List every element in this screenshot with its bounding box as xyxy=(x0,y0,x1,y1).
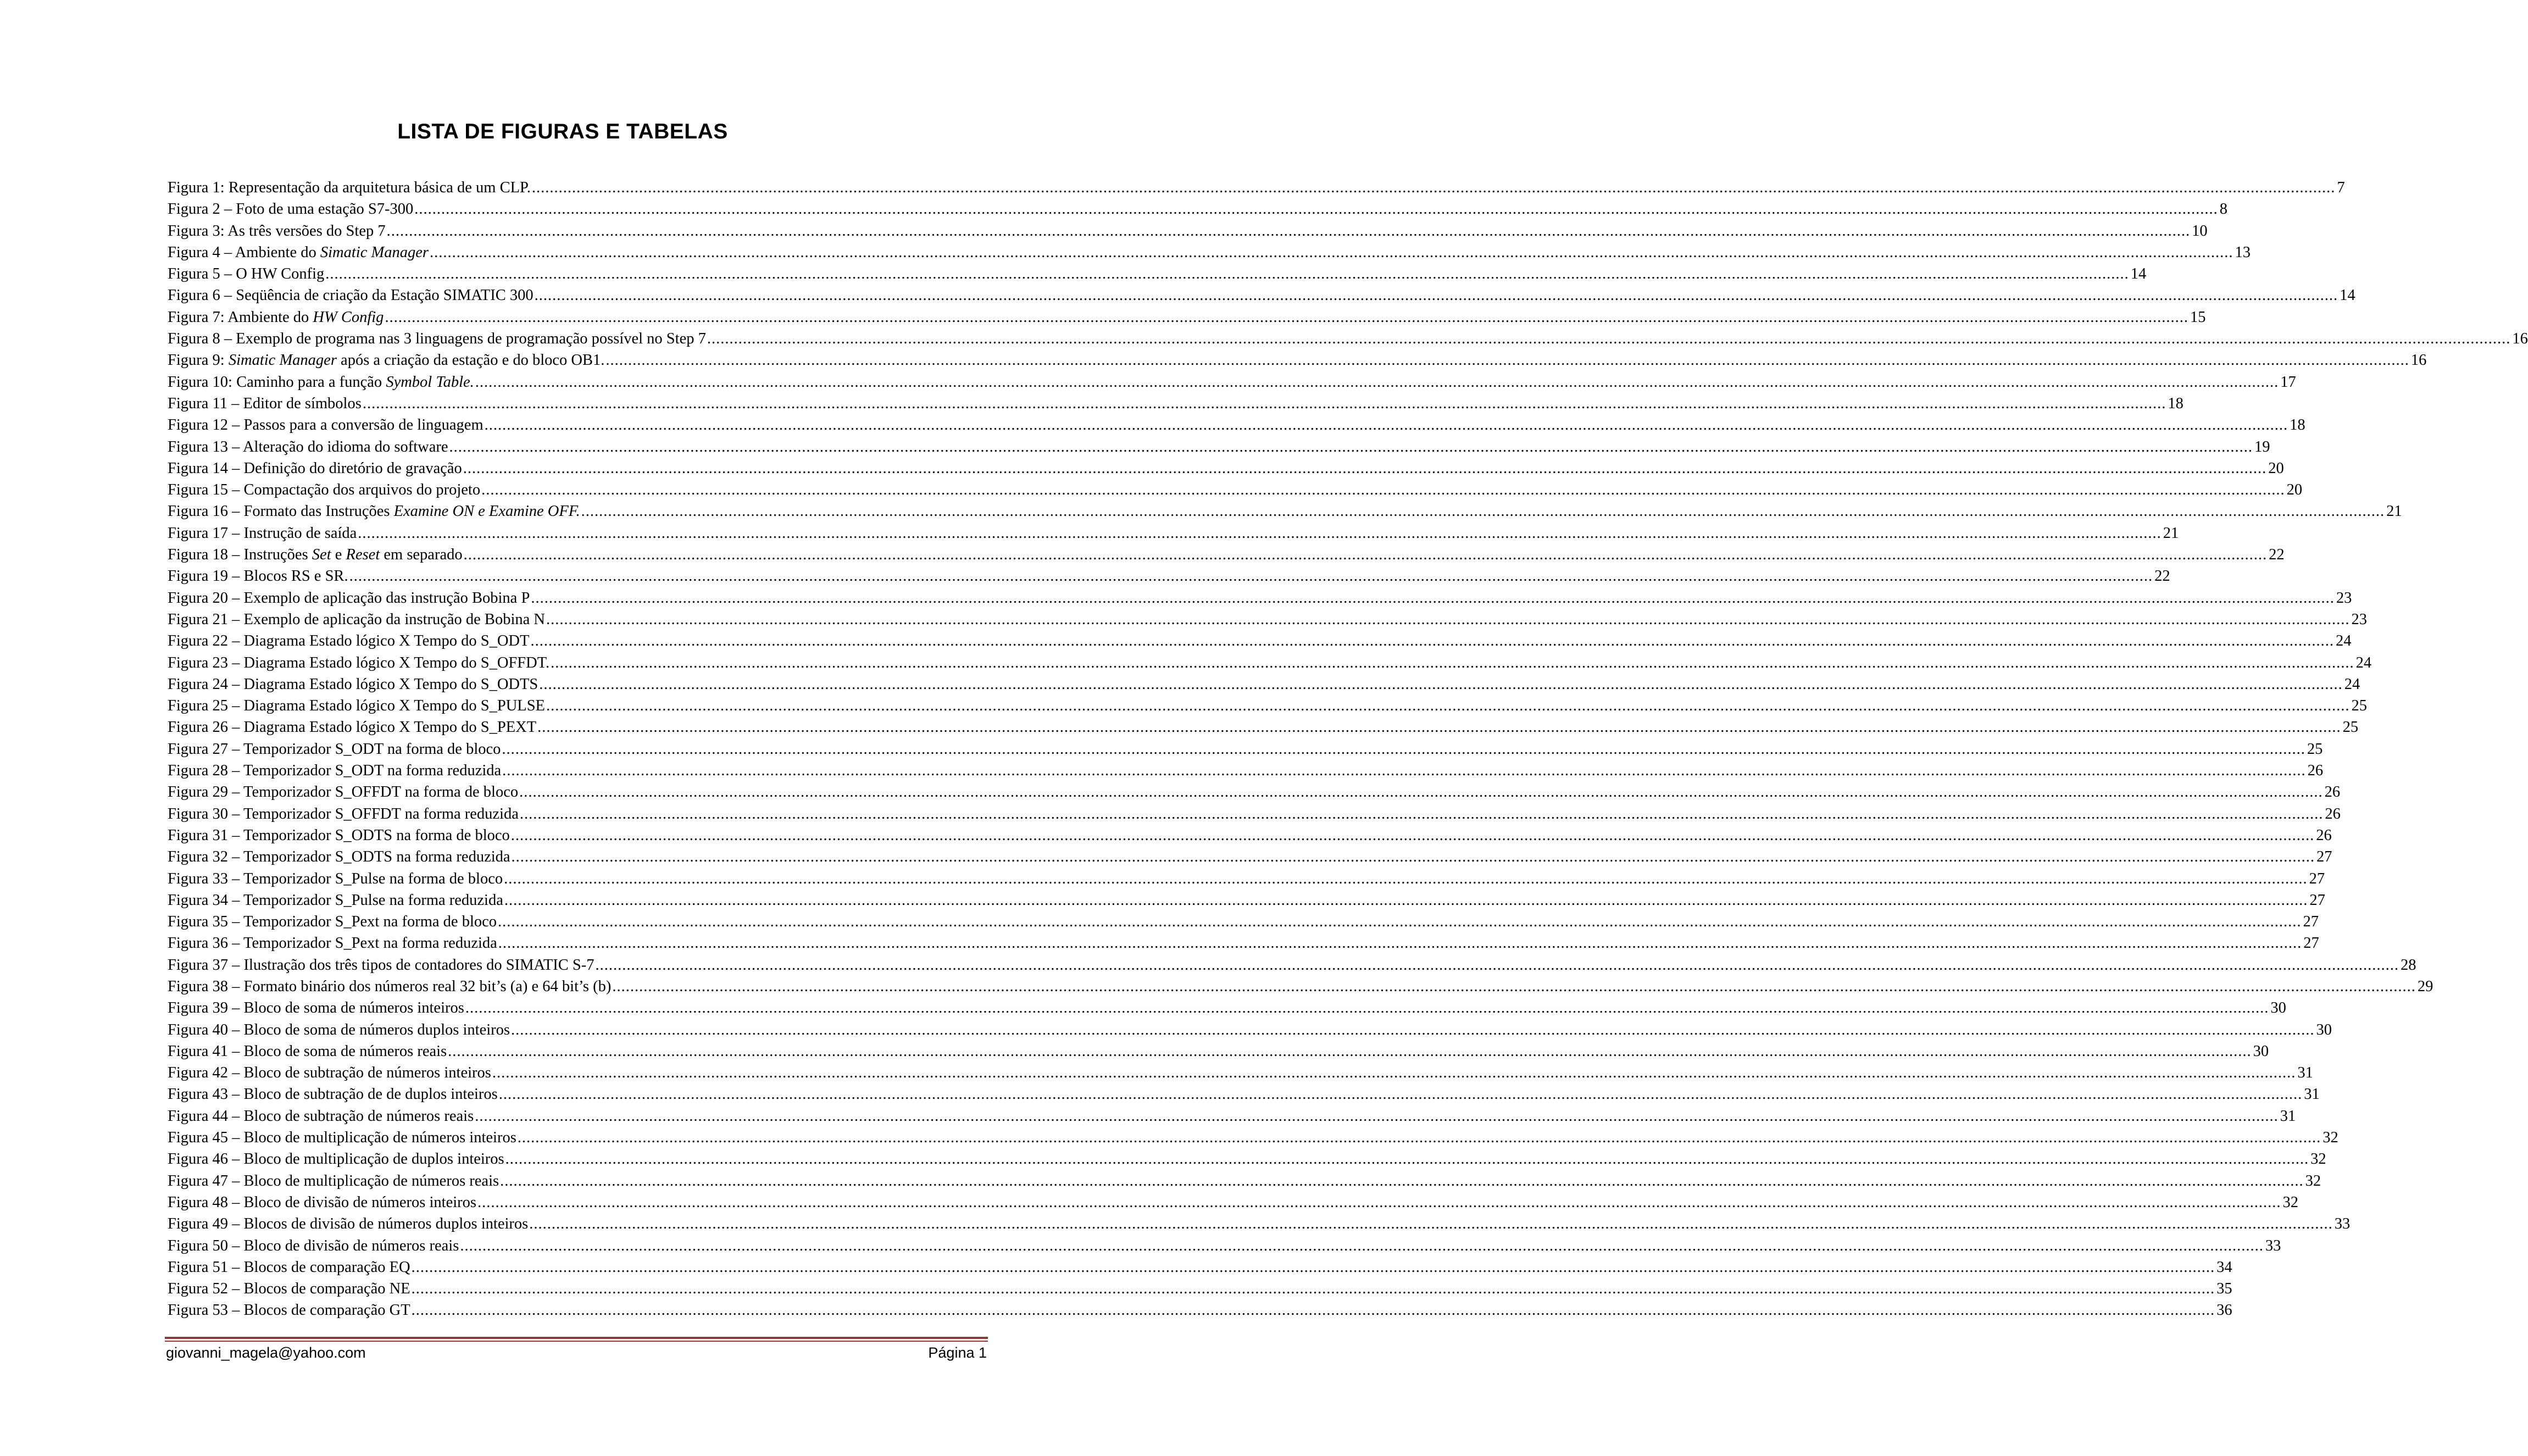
toc-entry-title xyxy=(168,523,357,544)
toc-entry[interactable] xyxy=(168,263,2147,285)
toc-entry-title-italic: Symbol Table. xyxy=(386,373,474,391)
toc-entry-title-italic: Examine ON e Examine OFF. xyxy=(393,503,580,520)
toc-entry-page-number: 33 xyxy=(2265,1237,2281,1254)
toc-entry-title-part: Figura 25 – Diagrama Estado lógico X Tempo do S_PULSE xyxy=(168,697,545,715)
toc-entry-title xyxy=(168,1062,491,1083)
page-title: LISTA DE FIGURAS E TABELAS xyxy=(397,120,728,143)
toc-entry-title xyxy=(168,630,529,652)
toc-entry-title-part: Figura 21 – Exemplo de aplicação da instrução de Bobina N xyxy=(168,610,545,628)
toc-entry-page-number: 18 xyxy=(2290,416,2305,434)
toc-entry-title xyxy=(168,1278,410,1299)
toc-entry-title-part: Figura 48 – Bloco de divisão de números inteiros xyxy=(168,1193,476,1211)
toc-dot-leader xyxy=(504,890,2308,911)
toc-dot-leader xyxy=(511,825,2315,846)
toc-dot-leader xyxy=(477,1192,2281,1213)
toc-entry-page-number: 26 xyxy=(2307,762,2324,780)
toc-entry-page-number: 14 xyxy=(2130,265,2147,283)
toc-entry-page-number: 28 xyxy=(2401,956,2416,974)
toc-entry-title xyxy=(168,846,510,868)
toc-entry-page-number: 34 xyxy=(2216,1258,2232,1276)
toc-dot-leader xyxy=(481,479,2285,501)
toc-entry-page-number: 18 xyxy=(2168,394,2183,412)
toc-entry[interactable] xyxy=(168,1083,2320,1105)
toc-entry-title-part: Figura 19 – Blocos RS e SR. xyxy=(168,568,348,585)
toc-entry-title-part: Figura 41 – Bloco de soma de números reais xyxy=(168,1042,447,1060)
toc-entry-title-part: Figura 9: xyxy=(168,352,229,369)
toc-entry[interactable] xyxy=(168,1148,2326,1170)
toc-entry-title-part: Figura 29 – Temporizador S_OFFDT na forma de bloco xyxy=(168,783,519,801)
toc-entry-title-part: Figura 39 – Bloco de soma de números inteiros xyxy=(168,999,464,1017)
toc-entry-title-part: Figura 50 – Bloco de divisão de números reais xyxy=(168,1237,459,1254)
toc-dot-leader xyxy=(463,458,2267,479)
toc-entry-title-part: Figura 53 – Blocos de comparação GT xyxy=(168,1302,410,1319)
toc-entry[interactable] xyxy=(168,803,2341,825)
toc-entry-title xyxy=(168,997,464,1019)
toc-entry-title xyxy=(168,1105,474,1127)
toc-dot-leader xyxy=(532,177,2336,198)
toc-entry-title-part: Figura 32 – Temporizador S_ODTS na forma reduzida xyxy=(168,848,510,866)
toc-entry-title xyxy=(168,738,501,760)
toc-entry-title-part: Figura 1: Representação da arquitetura básica de um CLP. xyxy=(168,179,531,196)
footer-divider xyxy=(165,1337,988,1339)
toc-entry-page-number: 29 xyxy=(2417,977,2433,995)
toc-entry[interactable] xyxy=(168,1235,2281,1257)
toc-entry-title-part: Figura 13 – Alteração do idioma do software xyxy=(168,438,448,455)
toc-entry[interactable] xyxy=(168,1019,2332,1041)
toc-entry[interactable] xyxy=(168,349,2427,371)
toc-dot-leader xyxy=(430,242,2233,263)
toc-entry-title-part: Figura 27 – Temporizador S_ODT na forma de bloco xyxy=(168,740,501,758)
toc-entry-title-part: Figura 4 – Ambiente do xyxy=(168,243,320,261)
toc-entry-title-part: Figura 22 – Diagrama Estado lógico X Tempo do S_ODT xyxy=(168,632,530,650)
toc-entry-page-number: 26 xyxy=(2325,805,2341,823)
toc-dot-leader xyxy=(349,565,2153,587)
toc-entry-title-part: Figura 42 – Bloco de subtração de números inteiros xyxy=(168,1064,491,1082)
toc-entry[interactable] xyxy=(168,1062,2313,1083)
toc-entry-title xyxy=(168,1019,510,1041)
toc-entry-title xyxy=(168,1213,528,1235)
toc-dot-leader xyxy=(535,285,2338,306)
toc-dot-leader xyxy=(519,781,2323,803)
toc-entry-title-part: Figura 18 – Instruções xyxy=(168,546,312,564)
toc-entry-title xyxy=(168,781,518,803)
toc-entry[interactable] xyxy=(168,1041,2269,1062)
toc-entry[interactable] xyxy=(168,630,2352,652)
toc-dot-leader xyxy=(412,1278,2215,1299)
toc-dot-leader xyxy=(498,932,2302,954)
toc-entry-page-number: 16 xyxy=(2512,330,2528,348)
toc-entry-title-part: Figura 7: Ambiente do xyxy=(168,308,313,326)
toc-entry-page-number: 33 xyxy=(2334,1215,2351,1233)
toc-dot-leader xyxy=(505,1148,2309,1170)
toc-entry-page-number: 32 xyxy=(2310,1151,2326,1168)
toc-entry-page-number: 30 xyxy=(2316,1021,2332,1038)
toc-entry[interactable] xyxy=(168,565,2170,587)
footer-page-number: Página 1 xyxy=(928,1344,987,1361)
toc-dot-leader xyxy=(581,501,2385,522)
toc-entry-page-number: 21 xyxy=(2386,503,2402,520)
toc-entry[interactable] xyxy=(168,760,2324,781)
toc-entry-page-number: 24 xyxy=(2344,675,2360,693)
toc-dot-leader xyxy=(325,263,2129,285)
toc-entry[interactable] xyxy=(168,220,2208,242)
toc-entry-title xyxy=(168,479,480,501)
toc-entry-title xyxy=(168,1127,516,1148)
toc-entry-page-number: 27 xyxy=(2316,848,2332,866)
toc-entry-page-number: 31 xyxy=(2297,1064,2313,1082)
toc-entry-page-number: 27 xyxy=(2303,913,2319,931)
toc-entry[interactable] xyxy=(168,198,2227,220)
toc-entry-title-part: Figura 47 – Bloco de multiplicação de números reais xyxy=(168,1172,499,1190)
toc-entry[interactable] xyxy=(168,954,2416,976)
toc-entry[interactable] xyxy=(168,458,2284,479)
toc-entry-page-number: 35 xyxy=(2216,1280,2232,1298)
toc-dot-leader xyxy=(412,1257,2215,1278)
toc-dot-leader xyxy=(530,630,2334,652)
toc-entry[interactable] xyxy=(168,652,2372,674)
toc-entry-title-part: Figura 28 – Temporizador S_ODT na forma reduzida xyxy=(168,762,502,780)
toc-entry[interactable] xyxy=(168,1127,2338,1148)
toc-entry-title-part: Figura 6 – Seqüência de criação da Estação SIMATIC 300 xyxy=(168,287,534,304)
toc-entry-title xyxy=(168,1148,504,1170)
toc-entry-page-number: 22 xyxy=(2269,546,2285,564)
toc-entry[interactable] xyxy=(168,738,2323,760)
toc-entry-title xyxy=(168,825,510,846)
toc-dot-leader xyxy=(520,803,2324,825)
toc-entry-title-part: Figura 31 – Temporizador S_ODTS na forma de bloco xyxy=(168,826,510,844)
toc-entry-title-part: Figura 51 – Blocos de comparação EQ xyxy=(168,1258,410,1276)
toc-entry-title xyxy=(168,932,497,954)
toc-entry-page-number: 36 xyxy=(2216,1302,2232,1319)
toc-dot-leader xyxy=(358,523,2162,544)
toc-entry-page-number: 10 xyxy=(2192,222,2208,240)
toc-entry-title-part: e xyxy=(331,546,346,564)
toc-entry-page-number: 26 xyxy=(2324,783,2341,801)
toc-entry-page-number: 23 xyxy=(2351,610,2367,628)
toc-entry-page-number: 24 xyxy=(2355,654,2372,671)
toc-dot-leader xyxy=(546,695,2350,716)
toc-entry-title-part: Figura 20 – Exemplo de aplicação das instrução Bobina P xyxy=(168,589,530,607)
toc-entry-title-part: Figura 35 – Temporizador S_Pext na forma de bloco xyxy=(168,913,497,931)
toc-entry[interactable] xyxy=(168,695,2367,716)
toc-entry[interactable] xyxy=(168,1278,2232,1299)
toc-entry-title xyxy=(168,716,536,738)
toc-dot-leader xyxy=(412,1299,2215,1321)
toc-entry[interactable] xyxy=(168,307,2206,328)
toc-entry-title xyxy=(168,414,484,436)
toc-entry[interactable] xyxy=(168,1299,2232,1321)
toc-entry[interactable] xyxy=(168,868,2325,890)
toc-entry-title-italic: Simatic Manager xyxy=(320,243,429,261)
toc-dot-leader xyxy=(449,436,2253,458)
toc-entry[interactable] xyxy=(168,587,2352,609)
toc-entry-page-number: 32 xyxy=(2323,1129,2338,1147)
toc-entry-title xyxy=(168,285,534,306)
toc-entry-title xyxy=(168,890,503,911)
toc-entry-title xyxy=(168,544,463,565)
toc-entry-title xyxy=(168,1170,499,1192)
toc-entry-title-italic: Reset xyxy=(346,546,380,564)
toc-entry-title xyxy=(168,242,429,263)
toc-entry[interactable] xyxy=(168,285,2355,306)
toc-dot-leader xyxy=(531,587,2335,609)
toc-entry-title-part: Figura 12 – Passos para a conversão de linguagem xyxy=(168,416,484,434)
toc-entry-title-italic: Set xyxy=(312,546,331,564)
toc-entry-page-number: 20 xyxy=(2286,481,2303,499)
toc-entry-page-number: 30 xyxy=(2270,999,2286,1017)
toc-dot-leader xyxy=(605,349,2409,371)
toc-dot-leader xyxy=(707,328,2511,349)
toc-dot-leader xyxy=(596,954,2399,976)
toc-entry-title xyxy=(168,198,413,220)
toc-dot-leader xyxy=(498,911,2302,932)
toc-entry-title-part: Figura 33 – Temporizador S_Pulse na forma de bloco xyxy=(168,870,503,887)
toc-entry-title-part: Figura 23 – Diagrama Estado lógico X Tempo do S_OFFDT. xyxy=(168,654,550,671)
toc-entry-title-part: Figura 24 – Diagrama Estado lógico X Tempo do S_ODTS xyxy=(168,675,538,693)
toc-entry-title-part: Figura 10: Caminho para a função xyxy=(168,373,386,391)
toc-entry[interactable] xyxy=(168,825,2332,846)
toc-entry-title xyxy=(168,436,448,458)
toc-entry[interactable] xyxy=(168,544,2285,565)
toc-entry[interactable] xyxy=(168,609,2367,630)
toc-entry[interactable] xyxy=(168,911,2319,932)
toc-entry-page-number: 26 xyxy=(2316,826,2332,844)
toc-entry-title xyxy=(168,609,545,630)
toc-entry-title xyxy=(168,674,538,695)
toc-entry[interactable] xyxy=(168,177,2345,198)
toc-entry-title-part: em separado xyxy=(380,546,463,564)
toc-dot-leader xyxy=(612,976,2416,997)
toc-dot-leader xyxy=(511,1019,2315,1041)
toc-entry[interactable] xyxy=(168,1105,2296,1127)
toc-entry-page-number: 27 xyxy=(2309,870,2325,887)
toc-entry[interactable] xyxy=(168,890,2325,911)
toc-dot-leader xyxy=(499,1083,2303,1105)
toc-entry-title xyxy=(168,911,497,932)
toc-entry[interactable] xyxy=(168,1257,2232,1278)
toc-dot-leader xyxy=(492,1062,2296,1083)
toc-entry[interactable] xyxy=(168,976,2433,997)
toc-entry-title xyxy=(168,501,580,522)
toc-entry-title xyxy=(168,954,595,976)
toc-entry-page-number: 20 xyxy=(2268,459,2284,477)
toc-entry[interactable] xyxy=(168,328,2528,349)
toc-dot-leader xyxy=(460,1235,2264,1257)
toc-entry-page-number: 15 xyxy=(2190,308,2206,326)
toc-entry-page-number: 14 xyxy=(2340,287,2355,304)
toc-entry[interactable] xyxy=(168,1213,2351,1235)
toc-entry-title-part: Figura 44 – Bloco de subtração de números reais xyxy=(168,1107,474,1125)
toc-dot-leader xyxy=(385,307,2188,328)
toc-entry-title-part: Figura 45 – Bloco de multiplicação de números inteiros xyxy=(168,1129,516,1147)
toc-entry-page-number: 30 xyxy=(2253,1042,2269,1060)
toc-entry-title-part: Figura 16 – Formato das Instruções xyxy=(168,503,394,520)
toc-dot-leader xyxy=(363,393,2166,414)
toc-dot-leader xyxy=(512,846,2315,868)
toc-entry-title-italic: Simatic Manager xyxy=(228,352,337,369)
toc-entry-title-part: Figura 43 – Bloco de subtração de de duplos inteiros xyxy=(168,1086,498,1103)
toc-entry[interactable] xyxy=(168,371,2296,393)
toc-entry-title xyxy=(168,1192,476,1213)
toc-entry-title-part: após a criação da estação e do bloco OB1. xyxy=(336,352,605,369)
toc-entry-title xyxy=(168,1257,410,1278)
toc-entry-title xyxy=(168,307,384,328)
toc-dot-leader xyxy=(539,674,2343,695)
toc-entry-page-number: 17 xyxy=(2280,373,2296,391)
toc-dot-leader xyxy=(414,198,2218,220)
toc-entry-title xyxy=(168,868,503,890)
toc-entry-page-number: 7 xyxy=(2337,179,2345,196)
toc-entry-title xyxy=(168,263,324,285)
toc-entry-page-number: 32 xyxy=(2305,1172,2321,1190)
toc-entry-page-number: 31 xyxy=(2304,1086,2320,1103)
toc-entry-title xyxy=(168,177,531,198)
toc-dot-leader xyxy=(475,371,2279,393)
toc-entry-page-number: 32 xyxy=(2282,1193,2298,1211)
toc-entry-title-part: Figura 8 – Exemplo de programa nas 3 linguagens de programação possível no Step 7 xyxy=(168,330,706,348)
toc-dot-leader xyxy=(485,414,2288,436)
toc-entry[interactable] xyxy=(168,479,2303,501)
toc-entry[interactable] xyxy=(168,932,2319,954)
toc-entry-page-number: 25 xyxy=(2342,719,2359,736)
toc-entry-page-number: 21 xyxy=(2163,524,2179,542)
toc-entry-page-number: 8 xyxy=(2219,201,2227,218)
toc-entry[interactable] xyxy=(168,846,2332,868)
toc-entry-title-part: Figura 11 – Editor de símbolos xyxy=(168,394,362,412)
toc-entry-title xyxy=(168,565,348,587)
toc-entry-title-part: Figura 17 – Instrução de saída xyxy=(168,524,357,542)
toc-entry-title-part: Figura 34 – Temporizador S_Pulse na forma reduzida xyxy=(168,891,503,909)
toc-entry-title-part: Figura 37 – Ilustração dos três tipos de contadores do SIMATIC S-7 xyxy=(168,956,595,974)
toc-dot-leader xyxy=(502,738,2305,760)
toc-entry-title-part: Figura 2 – Foto de uma estação S7-300 xyxy=(168,201,414,218)
toc-entry-title-part: Figura 38 – Formato binário dos números real 32 bit’s (a) e 64 bit’s (b) xyxy=(168,977,612,995)
toc-entry[interactable] xyxy=(168,436,2270,458)
toc-entry-title-part: Figura 49 – Blocos de divisão de números duplos inteiros xyxy=(168,1215,529,1233)
toc-dot-leader xyxy=(387,220,2191,242)
toc-entry-title-italic: HW Config xyxy=(313,308,384,326)
toc-entry-title-part: Figura 3: As três versões do Step 7 xyxy=(168,222,386,240)
toc-entry-page-number: 25 xyxy=(2307,740,2323,758)
toc-entry-title xyxy=(168,976,611,997)
toc-dot-leader xyxy=(537,716,2341,738)
toc-dot-leader xyxy=(500,1170,2304,1192)
toc-entry[interactable] xyxy=(168,997,2286,1019)
toc-entry-title xyxy=(168,393,362,414)
toc-entry-page-number: 25 xyxy=(2351,697,2367,715)
footer-divider-thin xyxy=(165,1341,988,1342)
toc-entry-title xyxy=(168,371,474,393)
toc-entry[interactable] xyxy=(168,674,2360,695)
toc-entry-page-number: 16 xyxy=(2410,352,2427,369)
toc-entry[interactable] xyxy=(168,716,2359,738)
toc-entry-page-number: 19 xyxy=(2254,438,2270,455)
toc-entry[interactable] xyxy=(168,1192,2298,1213)
toc-entry-title-part: Figura 40 – Bloco de soma de números duplos inteiros xyxy=(168,1021,510,1038)
toc-entry[interactable] xyxy=(168,242,2251,263)
toc-entry-title xyxy=(168,328,706,349)
toc-entry[interactable] xyxy=(168,414,2305,436)
footer-email: giovanni_magela@yahoo.com xyxy=(166,1344,366,1361)
toc-entry[interactable] xyxy=(168,781,2341,803)
toc-entry-title xyxy=(168,458,462,479)
toc-entry-page-number: 22 xyxy=(2154,568,2170,585)
toc-dot-leader xyxy=(502,760,2306,781)
toc-entry-title-part: Figura 36 – Temporizador S_Pext na forma reduzida xyxy=(168,935,497,952)
toc-entry-title xyxy=(168,803,519,825)
toc-entry-page-number: 24 xyxy=(2335,632,2352,650)
toc-entry-title-part: Figura 26 – Diagrama Estado lógico X Tempo do S_PEXT xyxy=(168,719,537,736)
toc-entry-title-part: Figura 52 – Blocos de comparação NE xyxy=(168,1280,410,1298)
toc-dot-leader xyxy=(504,868,2308,890)
toc-dot-leader xyxy=(464,544,2268,565)
toc-entry[interactable] xyxy=(168,523,2179,544)
toc-entry-title-part: Figura 15 – Compactação dos arquivos do projeto xyxy=(168,481,481,499)
toc-dot-leader xyxy=(448,1041,2252,1062)
toc-entry-page-number: 31 xyxy=(2280,1107,2296,1125)
toc-entry-title xyxy=(168,1299,410,1321)
toc-entry-title xyxy=(168,220,386,242)
toc-dot-leader xyxy=(551,652,2354,674)
toc-entry-title xyxy=(168,760,501,781)
toc-entry-title xyxy=(168,349,604,371)
toc-entry-title-part: Figura 30 – Temporizador S_OFFDT na forma reduzida xyxy=(168,805,519,823)
toc-entry-page-number: 27 xyxy=(2309,891,2325,909)
toc-entry-title xyxy=(168,1235,459,1257)
toc-entry-title xyxy=(168,695,545,716)
table-of-figures xyxy=(168,177,2528,1321)
toc-entry[interactable] xyxy=(168,393,2183,414)
toc-dot-leader xyxy=(546,609,2350,630)
toc-entry-page-number: 23 xyxy=(2336,589,2352,607)
toc-entry[interactable] xyxy=(168,1170,2321,1192)
toc-entry-title-part: Figura 5 – O HW Config xyxy=(168,265,325,283)
toc-entry-title-part: Figura 14 – Definição do diretório de gravação xyxy=(168,459,462,477)
toc-entry-title xyxy=(168,1083,498,1105)
toc-entry-title xyxy=(168,652,549,674)
toc-entry-page-number: 27 xyxy=(2303,935,2319,952)
toc-entry-title xyxy=(168,1041,447,1062)
toc-entry-title xyxy=(168,587,530,609)
toc-dot-leader xyxy=(465,997,2269,1019)
toc-entry-title-part: Figura 46 – Bloco de multiplicação de duplos inteiros xyxy=(168,1151,504,1168)
toc-entry[interactable] xyxy=(168,501,2402,522)
toc-dot-leader xyxy=(529,1213,2333,1235)
toc-dot-leader xyxy=(475,1105,2279,1127)
toc-dot-leader xyxy=(518,1127,2321,1148)
toc-entry-page-number: 13 xyxy=(2235,243,2251,261)
